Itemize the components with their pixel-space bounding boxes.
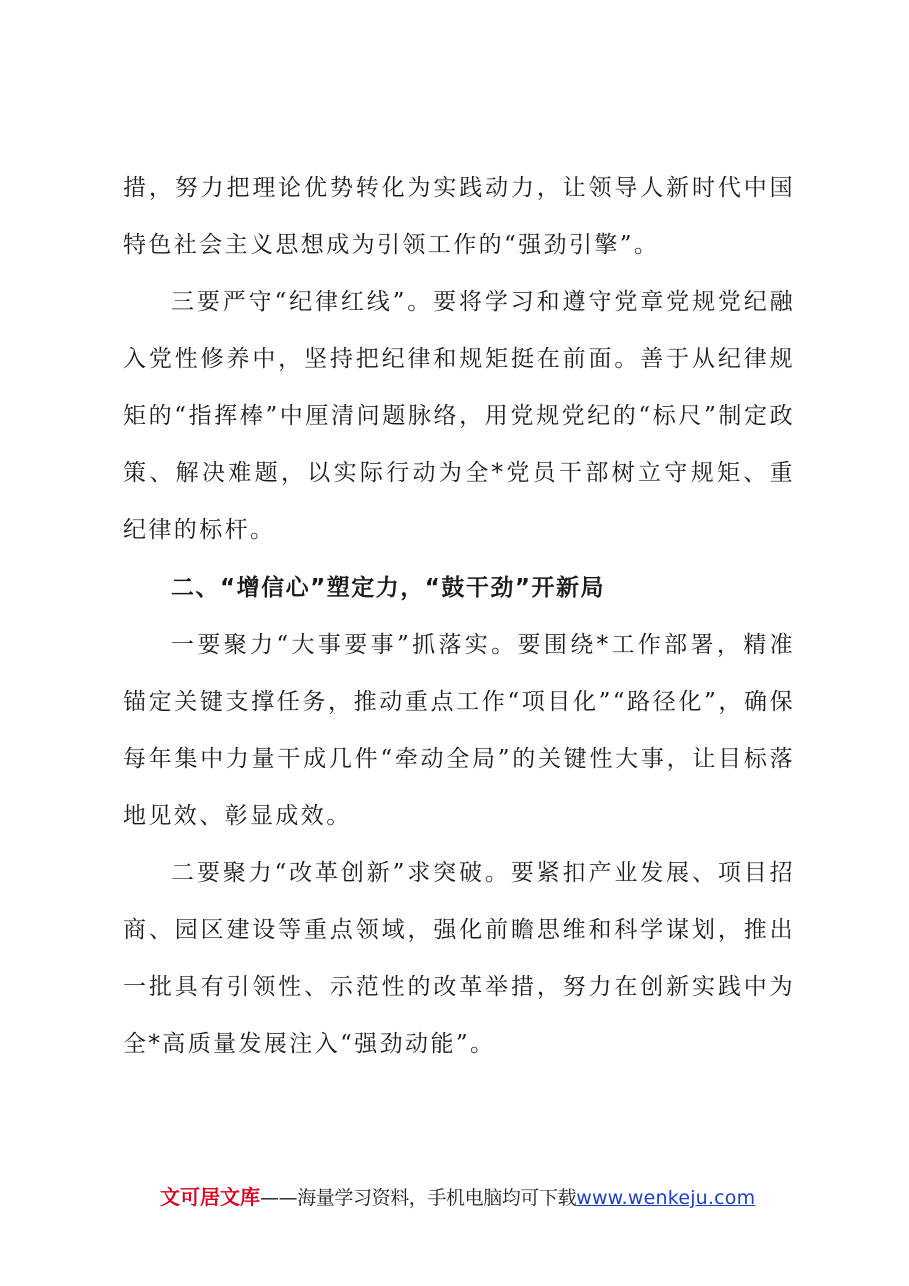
- footer-brand: 文可居文库: [160, 1185, 260, 1209]
- page-footer: [160, 1180, 800, 1214]
- paragraph-discipline-redline: 三要严守“纪律红线”。要将学习和遵守党章党规党纪融入党性修养中，坚持把纪律和规矩挺在前面。善于从纪律规矩的“指挥棒”中厘清问题脉络，用党规党纪的“标尺”制定政策、解决难题，以实际行动为全*党员干部树立守规矩、重纪律的标杆。: [123, 289, 795, 543]
- paragraph-reform-innovation: 二要聚力“改革创新”求突破。要紧扣产业发展、项目招商、园区建设等重点领域，强化前瞻思维和科学谋划，推出一批具有引领性、示范性的改革举措，努力在创新实践中为全*高质量发展注入“强劲动能”。: [123, 860, 795, 1057]
- document-body: [123, 160, 795, 1073]
- paragraph-major-tasks: 一要聚力“大事要事”抓落实。要围绕*工作部署，精准锚定关键支撑任务，推动重点工作“项目化”“路径化”，确保每年集中力量干成几件“牵动全局”的关键性大事，让目标落地见效、彰显成效。: [123, 632, 795, 829]
- paragraph-continuation: 措，努力把理论优势转化为实践动力，让领导人新时代中国特色社会主义思想成为引领工作的“强劲引擎”。: [123, 175, 795, 258]
- section-heading-2: 二、“增信心”塑定力，“鼓干劲”开新局: [171, 575, 605, 601]
- footer-tagline: ——海量学习资料，手机电脑均可下载: [260, 1187, 577, 1209]
- footer-website-link[interactable]: www.wenkeju.com: [576, 1187, 756, 1209]
